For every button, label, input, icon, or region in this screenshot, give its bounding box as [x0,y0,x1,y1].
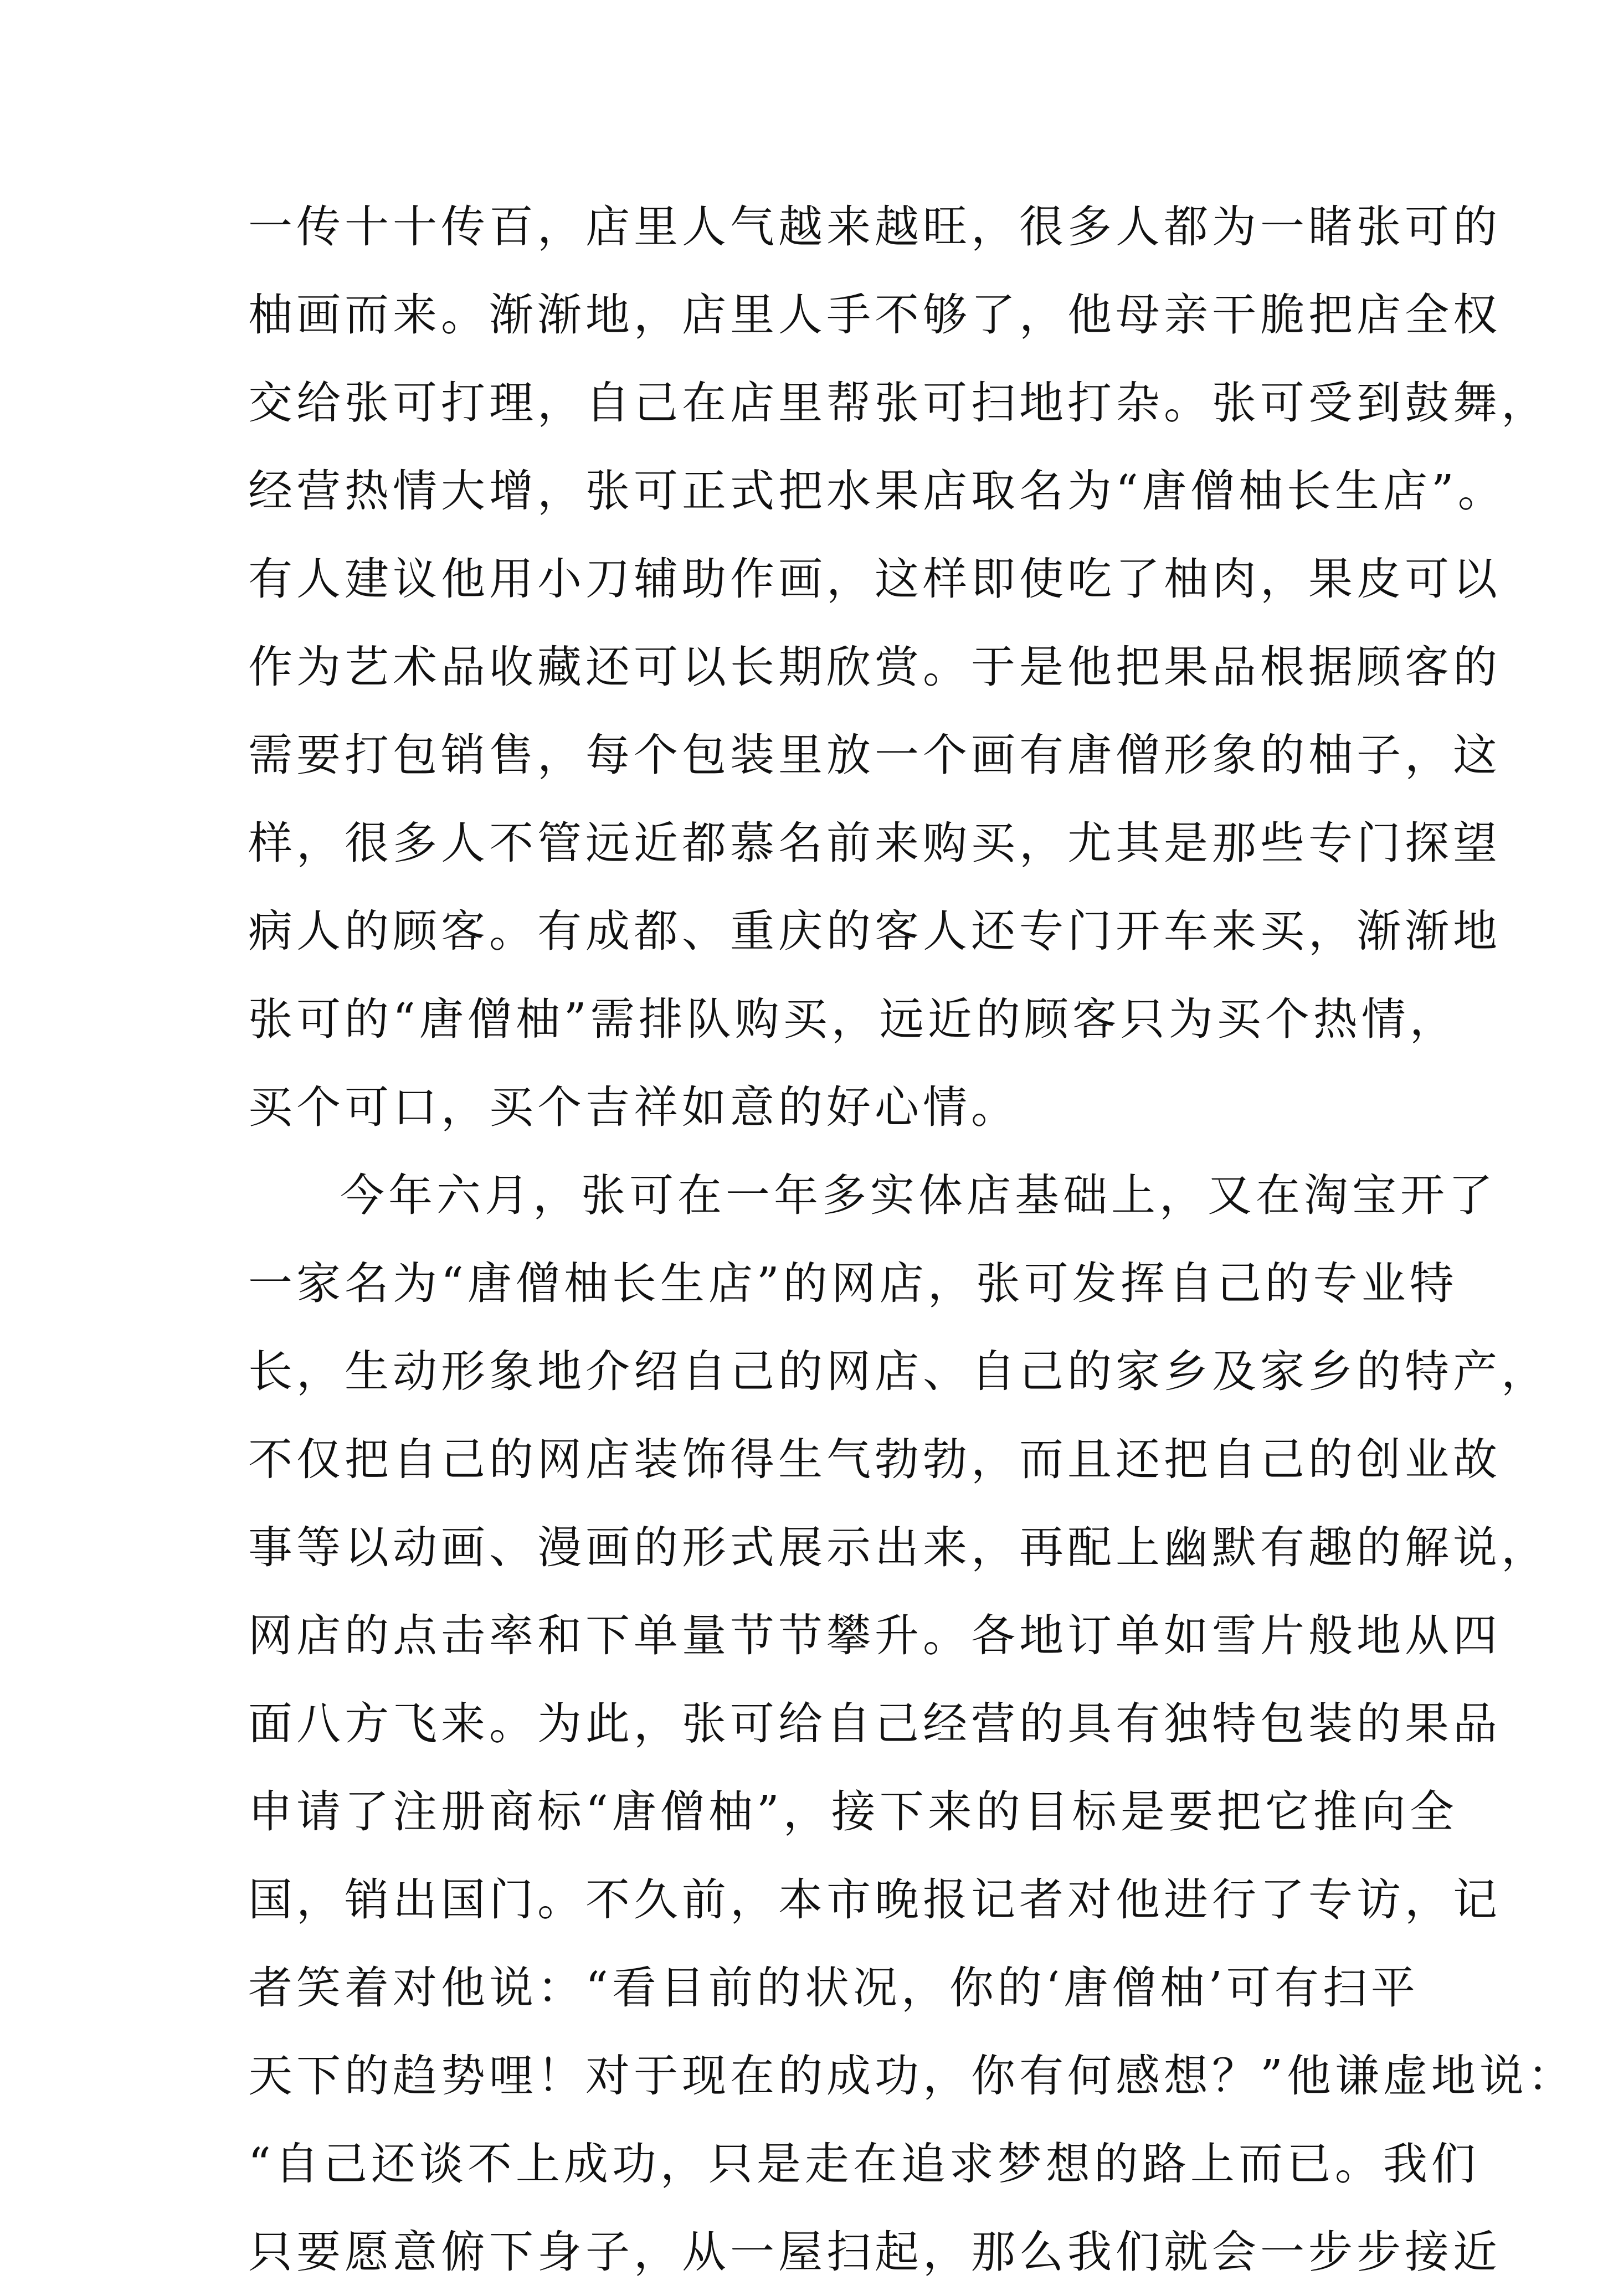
text-line: 经营热情大增，张可正式把水果店取名为“唐僧柚长生店”。 [248,465,1506,517]
text-line: 国，销出国门。不久前，本市晚报记者对他进行了专访，记 [248,1874,1501,1926]
text-line: 事等以动画、漫画的形式展示出来，再配上幽默有趣的解说， [248,1522,1549,1573]
text-line: 一家名为“唐僧柚长生店”的网店，张可发挥自己的专业特 [248,1258,1458,1309]
text-line: 病人的顾客。有成都、重庆的客人还专门开车来买，渐渐地 [248,905,1501,957]
text-line: 样，很多人不管远近都慕名前来购买，尤其是那些专门探望 [248,817,1501,869]
text-line: 面八方飞来。为此，张可给自己经营的具有独特包装的果品 [248,1698,1501,1749]
text-line: 申请了注册商标“唐僧柚”，接下来的目标是要把它推向全 [248,1786,1458,1837]
text-line: 不仅把自己的网店装饰得生气勃勃，而且还把自己的创业故 [248,1434,1501,1485]
text-line: 作为艺术品收藏还可以长期欣赏。于是他把果品根据顾客的 [248,641,1501,693]
text-line: 长，生动形象地介绍自己的网店、自己的家乡及家乡的特产， [248,1346,1549,1397]
text-line: 者笑着对他说：“看目前的状况，你的‘唐僧柚’可有扫平 [248,1962,1419,2014]
text-line: 张可的“唐僧柚”需排队购买，远近的顾客只为买个热情， [248,993,1458,1045]
text-line: 柚画而来。渐渐地，店里人手不够了，他母亲干脆把店全权 [248,289,1501,341]
text-line: 一传十十传百，店里人气越来越旺，很多人都为一睹张可的 [248,201,1501,253]
text-line: 网店的点击率和下单量节节攀升。各地订单如雪片般地从四 [248,1610,1501,1661]
paragraph-1 [248,183,1549,1151]
paragraph-2 [248,1151,1576,2296]
text-line: 只要愿意俯下身子，从一屋扫起，那么我们就会一步步接近 [248,2226,1501,2278]
text-line: 今年六月，张可在一年多实体店基础上，又在淘宝开了 [340,1170,1497,1221]
text-line: 需要打包销售，每个包装里放一个画有唐僧形象的柚子，这 [248,729,1501,781]
text-line: 交给张可打理，自己在店里帮张可扫地打杂。张可受到鼓舞， [248,377,1549,429]
body-text [248,183,1576,2296]
text-line: 有人建议他用小刀辅助作画，这样即使吃了柚肉，果皮可以 [248,553,1501,605]
text-line: “自己还谈不上成功，只是走在追求梦想的路上而已。我们 [248,2138,1479,2190]
text-line: 买个可口，买个吉祥如意的好心情。 [248,1082,1019,1133]
text-line: 天下的趋势哩！对于现在的成功，你有何感想？”他谦虚地说： [248,2050,1576,2102]
